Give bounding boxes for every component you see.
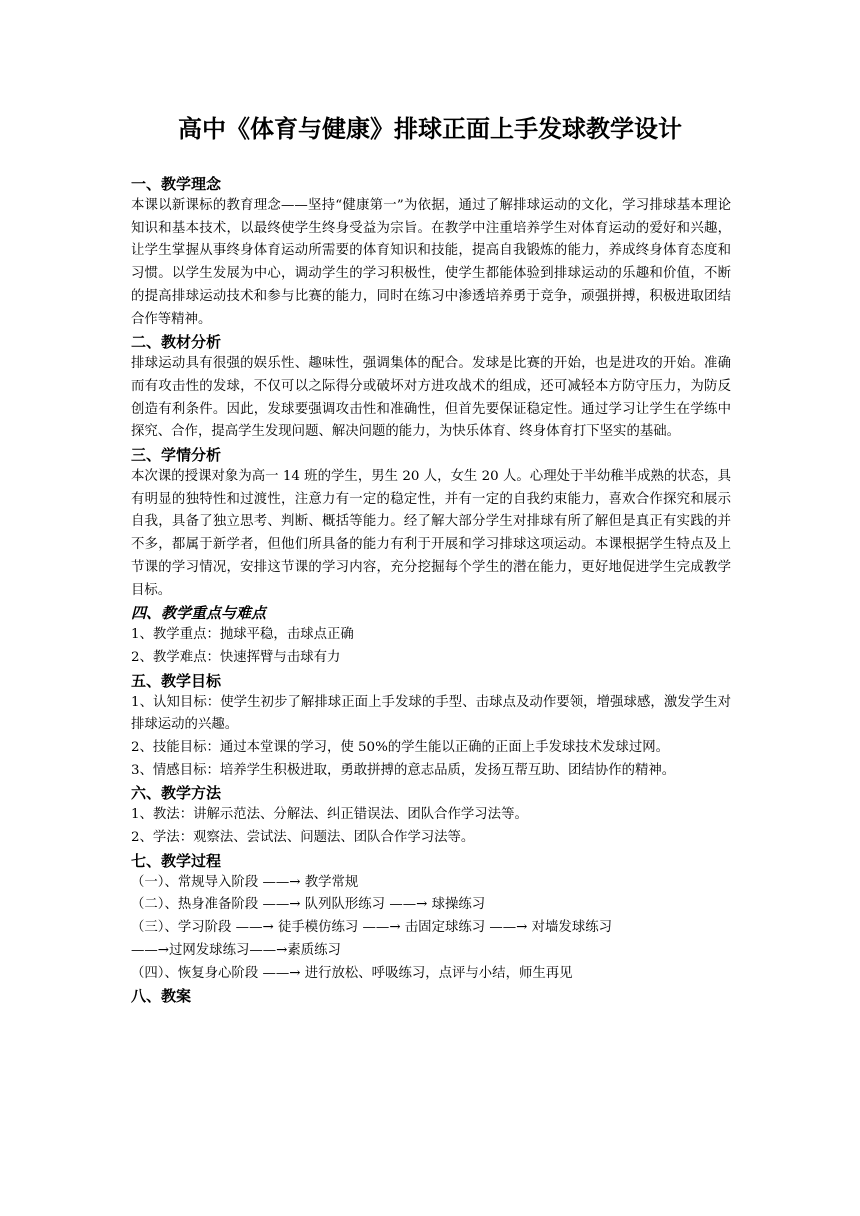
document-title: 高中《体育与健康》排球正面上手发球教学设计 <box>178 115 682 143</box>
goal-skill: 2、技能目标：通过本堂课的学习，使 50%的学生能以正确的正面上手发球技术发球过网。 <box>131 740 669 756</box>
goal-emotion: 3、情感目标：培养学生积极进取，勇敢拼搏的意志品质，发扬互帮互助、团结协作的精神。 <box>131 762 676 778</box>
process-step-2: （二）、热身准备阶段 ——→ 队列队形练习 ——→ 球操练习 <box>131 897 486 913</box>
process-step-3-continued: ——→过网发球练习——→素质练习 <box>131 942 341 958</box>
section-heading-lesson-plan: 八、教案 <box>131 987 192 1006</box>
goal-cognitive: 1、认知目标：使学生初步了解排球正面上手发球的手型、击球点及动作要领，增强球感，激发学生对排球运动的兴趣。 <box>131 694 731 733</box>
process-step-4: （四）、恢复身心阶段 ——→ 进行放松、呼吸练习，点评与小结，师生再见 <box>131 965 573 981</box>
section-heading-key-points: 四、教学重点与难点 <box>131 604 267 623</box>
section-body-students: 本次课的授课对象为高一 14 班的学生，男生 20 人，女生 20 人。心理处于半幼稚半成熟的状态，具有明显的独特性和过渡性，注意力有一定的稳定性，并有一定的自我约束能力，喜欢合作探究和展示自我，具备了独立思考、判断、概括等能力。经了解大部分学生对排球有所了解但是真正有实践的并不多，都属于新学者，但他们所具备的能力有利于开展和学习排球这项运动。本课根据学生特点及上节课的学习情况，安排这节课的学习内容，充分挖掘每个学生的潜在能力，更好地促进学生完成教学目标。 <box>131 469 731 598</box>
difficulty-item: 2、教学难点：快速挥臂与击球有力 <box>131 649 341 665</box>
section-heading-methods: 六、教学方法 <box>131 784 222 803</box>
section-heading-process: 七、教学过程 <box>131 851 222 870</box>
section-body-philosophy: 本课以新课标的教育理念——坚持“健康第一”为依据，通过了解排球运动的文化，学习排球基本理论知识和基本技术，以最终使学生终身受益为宗旨。在教学中注重培养学生对体育运动的爱好和兴趣，让学生掌握从事终身体育运动所需要的体育知识和技能，提高自我锻炼的能力，养成终身体育态度和习惯。以学生发展为中心，调动学生的学习积极性，使学生都能体验到排球运动的乐趣和价值，不断的提高排球运动技术和参与比赛的能力，同时在练习中渗透培养勇于竞争，顽强拼搏，积极进取团结合作等精神。 <box>131 198 731 327</box>
key-point-item: 1、教学重点：抛球平稳，击球点正确 <box>131 627 354 643</box>
section-heading-students: 三、学情分析 <box>131 446 222 465</box>
method-learning: 2、学法：观察法、尝试法、问题法、团队合作学习法等。 <box>131 830 475 846</box>
document-body <box>131 173 731 1007</box>
section-heading-goals: 五、教学目标 <box>131 671 222 690</box>
process-step-3: （三）、学习阶段 ——→ 徒手模仿练习 ——→ 击固定球练习 ——→ 对墙发球练习 <box>131 920 612 936</box>
section-body-material: 排球运动具有很强的娱乐性、趣味性，强调集体的配合。发球是比赛的开始，也是进攻的开始。准确而有攻击性的发球，不仅可以之际得分或破坏对方进攻战术的组成，还可减轻本方防守压力，为防反创造有利条件。因此，发球要强调攻击性和准确性，但首先要保证稳定性。通过学习让学生在学练中探究、合作，提高学生发现问题、解决问题的能力，为快乐体育、终身体育打下坚实的基础。 <box>131 356 731 440</box>
method-teaching: 1、教法：讲解示范法、分解法、纠正错误法、团队合作学习法等。 <box>131 807 528 823</box>
section-heading-material: 二、教材分析 <box>131 333 222 352</box>
process-step-1: （一）、常规导入阶段 ——→ 教学常规 <box>131 874 359 890</box>
section-heading-philosophy: 一、教学理念 <box>131 175 222 193</box>
